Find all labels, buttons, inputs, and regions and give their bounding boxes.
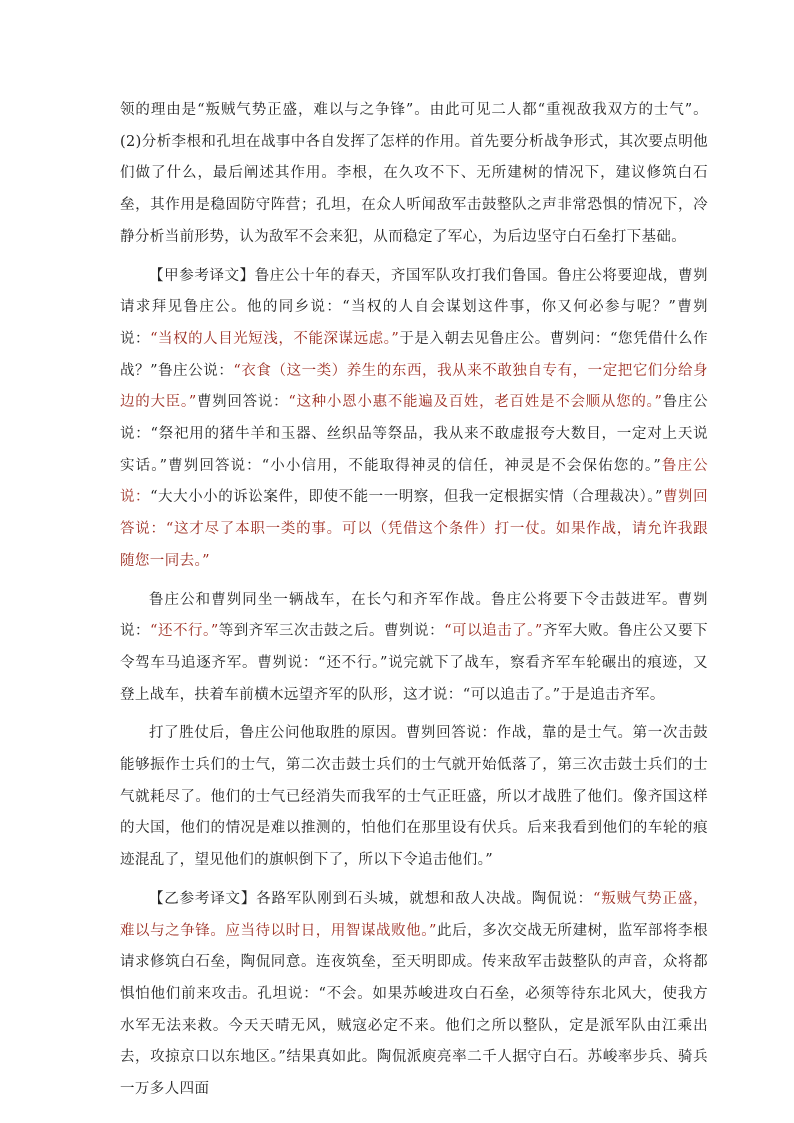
body-text: 【甲参考译文】 [149,267,255,284]
body-text: 曹刿回答说：“小小信用，不能取得神灵的信任，神灵是不会保佑您的。” [167,457,662,474]
body-text: 鲁庄公说： [120,394,709,443]
document-body [120,95,708,1106]
body-text: 鲁庄公十年的春天，齐国军队攻打我们鲁国。鲁庄公将要迎战，曹刿请求拜见鲁庄公。他的同乡说：“当权的人自会谋划这件事，你又何必参与呢？”曹刿说： [120,267,708,347]
body-text: “大大小小的诉讼案件，即使不能一一明察，但我一定根据实情（合理裁决）。” [150,489,663,506]
paragraph [120,261,708,578]
highlighted-text: 鲁庄公说： [120,457,709,506]
highlighted-text: “当权的人目光短浅，不能深谋远虑。” [150,330,400,347]
body-text: 于是入朝去见鲁庄公。曹刿问：“您凭借什么作战？”鲁庄公说： [120,330,708,379]
highlighted-text: 曹刿回答说： [120,489,708,538]
body-text: 齐军大败。鲁庄公又要下令驾车马追逐齐军。曹刿说：“还不行。”说完就下了战车，察看齐军车轮碾出的痕迹，又登上战车，扶着车前横木远望齐军的队形，这才说：“可以追击了。”于是追击齐军。 [120,623,708,703]
paragraph [120,95,708,254]
highlighted-text: “叛贼气势正盛，难以与之争锋。应当待以时日，用智谋战败他。” [120,890,708,939]
body-text: “祭祀用的猪牛羊和玉器、丝织品等祭品，我从来不敢虚报夸大数目，一定对上天说实话。” [120,426,708,474]
body-text: 此后，多次交战无所建树，监军部将李根请求修筑白石垒，陶侃同意。连夜筑垒，至天明即成。传来敌军击鼓整队的声音，众将都惧怕他们前来攻击。孔坦说：“不会。如果苏峻进攻白石垒，必须等待东北风大，使我方水军无法来救。今天天晴无风，贼寇必定不来。他们之所以整队，定是派军队由江乘出去，攻掠京口以东地区。”结果真如此。陶侃派庾亮率二千人据守白石。苏峻率步兵、骑兵一万多人四面 [120,922,708,1098]
paragraph [120,884,708,1106]
paragraph [120,718,708,877]
highlighted-text: “衣食（这一类）养生的东西，我从来不敢独自专有，一定把它们分给身边的大臣。” [120,362,708,411]
body-text: 曹刿回答说： [196,394,289,411]
highlighted-text: “这种小恩小惠不能遍及百姓，老百姓是不会顺从您的。” [288,394,663,411]
body-text: 【乙参考译文】 [149,890,257,907]
highlighted-text: “这才尽了本职一类的事。可以（凭借这个条件）打一仗。如果作战，请允许我跟随您一同去。” [120,521,709,569]
highlighted-text: “还不行。” [150,623,219,640]
body-text: 鲁庄公和曹刿同坐一辆战车，在长勺和齐军作战。鲁庄公将要下令击鼓进军。曹刿说： [120,591,708,640]
body-text: 领的理由是“叛贼气势正盛，难以与之争锋”。由此可见二人都“重视敌我双方的士气”。(2)分析李根和孔坦在战事中各自发挥了怎样的作用。首先要分析战争形式，其次要点明他们做了什么，最后阐述其作用。李根，在久攻不下、无所建树的情况下，建议修筑白石垒，其作用是稳固防守阵营；孔坦，在众人听闻敌军击鼓整队之声非常恐惧的情况下，冷静分析当前形势，认为敌军不会来犯，从而稳定了军心，为后边坚守白石垒打下基础。 [120,102,708,245]
highlighted-text: “可以追击了。” [444,623,543,640]
body-text: 各路军队刚到石头城，就想和敌人决战。陶侃说： [256,890,593,907]
body-text: 等到齐军三次击鼓之后。曹刿说： [218,623,445,640]
paragraph [120,585,708,712]
body-text: 打了胜仗后，鲁庄公问他取胜的原因。曹刿回答说：作战，靠的是士气。第一次击鼓能够振作士兵们的士气，第二次击鼓士兵们的士气就开始低落了，第三次击鼓士兵们的士气就耗尽了。他们的士气已经消失而我军的士气正旺盛，所以才战胜了他们。像齐国这样的大国，他们的情况是难以推测的，怕他们在那里设有伏兵。后来我看到他们的车轮的痕迹混乱了，望见他们的旗帜倒下了，所以下令追击他们。” [120,725,708,869]
